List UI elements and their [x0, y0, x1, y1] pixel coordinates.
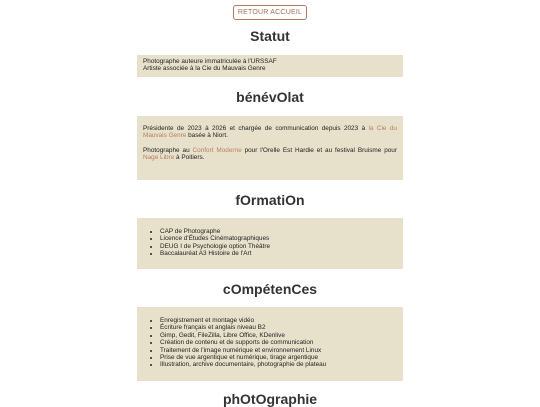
cie-mauvais-genre-link[interactable]: la Cie du Mauvais Genre: [143, 125, 397, 140]
competences-list: [143, 317, 397, 369]
text: Présidente de 2023 à 2026 et chargée de communication depuis 2023 à: [143, 125, 369, 132]
competences-box: [137, 307, 403, 381]
list-item: • CAP de Photographe: [160, 228, 397, 235]
confort-moderne-link[interactable]: Confort Moderne: [192, 146, 242, 154]
formation-list: [143, 228, 397, 258]
list-item: • Écriture français et anglais niveau B2: [160, 324, 397, 331]
list-item: • Prise de vue argentique et numérique, tirage argentique: [160, 354, 397, 361]
back-home-button[interactable]: RETOUR ACCUEIL: [233, 5, 307, 20]
list-item: • Illustration, archive documentaire, photographie de plateau: [160, 361, 397, 368]
statut-box: [137, 55, 403, 77]
text: à Poitiers.: [174, 154, 205, 162]
section-title-competences: cOmpétenCes: [222, 281, 318, 297]
section-title-formation: fOrmatiOn: [235, 192, 305, 208]
list-item: • Traitement de l'image numérique et environnement Linux: [160, 347, 397, 354]
benevolat-box: [137, 116, 403, 180]
benevolat-paragraph: [143, 125, 397, 140]
section-title-benevolat: bénévOlat: [236, 89, 304, 105]
list-item: • Gimp, Gedit, FileZilla, Libre Office, KDenlive: [160, 332, 397, 339]
list-item: • Licence d'Études Cinématographiques: [160, 235, 397, 242]
list-item: • Enregistrement et montage vidéo: [160, 317, 397, 324]
section-title-statut: Statut: [250, 28, 290, 44]
list-item: • Création de contenu et de supports de communication: [160, 339, 397, 346]
text: basée à Niort.: [186, 132, 228, 140]
section-title-photographie: phOtOgraphie: [222, 391, 318, 407]
text: pour l'Orelle Est Hardie et au festival Bruisme pour: [241, 146, 397, 154]
statut-line: Photographe auteure immatriculée à l'URSSAF: [143, 58, 277, 65]
list-item: • Baccalauréat A3 Histoire de l'Art: [160, 250, 397, 257]
list-item: • DEUG I de Psychologie option Théâtre: [160, 243, 397, 250]
text: Photographe au: [143, 146, 193, 154]
statut-line: Artiste associée à la Cie du Mauvais Genre: [143, 65, 266, 73]
nage-libre-link[interactable]: Nage Libre: [143, 154, 175, 162]
formation-box: [137, 218, 403, 269]
benevolat-paragraph: [143, 147, 397, 162]
